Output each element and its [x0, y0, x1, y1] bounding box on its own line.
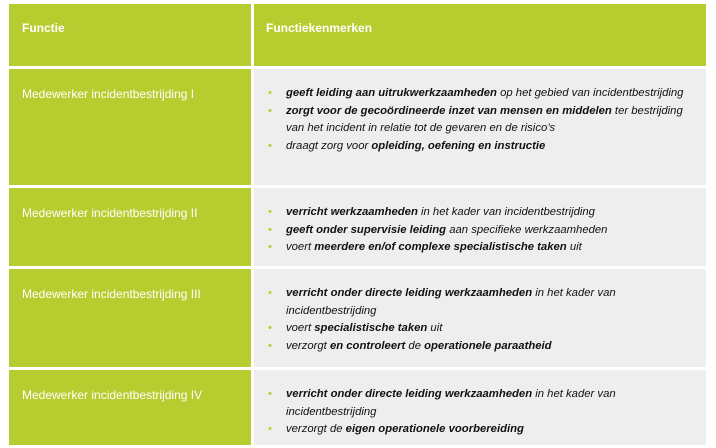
function-title: Medewerker incidentbestrijding II — [9, 188, 254, 266]
bullet-icon: • — [268, 287, 272, 299]
characteristic-item — [266, 85, 696, 103]
emphasis-text: meerdere en/of complexe specialistische taken — [314, 241, 567, 253]
characteristic-item — [266, 338, 696, 356]
table-row — [9, 69, 706, 188]
bullet-icon: • — [268, 322, 272, 334]
characteristic-item — [266, 103, 696, 138]
bullet-icon: • — [268, 206, 272, 218]
item-text: ter bestrijding van het incident in relatie tot de gevaren en de risico’s — [286, 104, 683, 134]
header-functiekenmerken: Functiekenmerken — [254, 4, 706, 66]
bullet-icon: • — [268, 87, 272, 99]
emphasis-text: en controleert — [329, 339, 406, 352]
characteristic-item — [266, 285, 696, 320]
function-title: Medewerker incidentbestrijding IV — [9, 370, 254, 445]
characteristic-item — [266, 386, 696, 421]
emphasis-text: geeft leiding aan uitrukwerkzaamheden — [286, 87, 497, 99]
function-title: Medewerker incidentbestrijding I — [9, 69, 254, 185]
function-characteristics — [254, 269, 706, 367]
header-functie: Functie — [9, 4, 254, 66]
bullet-icon: • — [268, 139, 272, 152]
item-text: in het kader van incidentbestrijding — [417, 206, 595, 218]
emphasis-text: verricht onder directe leiding werkzaamheden — [286, 287, 533, 299]
emphasis-text: specialistische taken — [314, 322, 428, 334]
characteristics-list — [266, 85, 696, 155]
item-text: in het kader van incidentbestrijding — [286, 287, 616, 317]
item-text: uit — [566, 241, 582, 253]
item-text: verzorgt de — [286, 423, 346, 435]
table-row — [9, 188, 706, 269]
item-text: in het kader van incidentbestrijding — [286, 388, 616, 418]
function-characteristics — [254, 370, 706, 445]
characteristic-item — [266, 239, 696, 257]
emphasis-text: eigen operationele voorbereiding — [345, 423, 524, 435]
characteristic-item — [266, 421, 696, 439]
characteristic-item — [266, 320, 696, 338]
function-characteristics — [254, 188, 706, 266]
emphasis-text: zorgt voor de gecoördineerde inzet van mensen en middelen — [286, 104, 612, 117]
item-text: aan specifieke werkzaamheden — [446, 223, 608, 236]
bullet-icon: • — [268, 241, 272, 253]
characteristic-item — [266, 222, 696, 240]
item-text: uit — [427, 322, 443, 334]
table-header-row — [9, 4, 706, 69]
emphasis-text: verricht onder directe leiding werkzaamheden — [286, 388, 533, 400]
emphasis-text: geeft onder supervisie leiding — [286, 223, 447, 236]
function-title: Medewerker incidentbestrijding III — [9, 269, 254, 367]
emphasis-text: verricht werkzaamheden — [286, 206, 418, 218]
item-text: draagt zorg voor — [286, 139, 372, 152]
bullet-icon: • — [268, 223, 272, 236]
characteristics-list — [266, 285, 696, 355]
emphasis-text: opleiding, oefening en instructie — [371, 139, 546, 152]
bullet-icon: • — [268, 339, 272, 352]
function-characteristics — [254, 69, 706, 185]
table-row — [9, 269, 706, 370]
characteristics-list — [266, 204, 696, 257]
item-text: voert — [286, 322, 315, 334]
emphasis-text: operationele paraatheid — [424, 339, 552, 352]
characteristic-item — [266, 204, 696, 222]
item-text: voert — [286, 241, 315, 253]
bullet-icon: • — [268, 423, 272, 435]
characteristic-item — [266, 138, 696, 156]
table-row — [9, 370, 706, 448]
characteristics-list — [266, 386, 696, 439]
item-text: verzorgt — [286, 339, 330, 352]
item-text: op het gebied van incidentbestrijding — [496, 87, 684, 99]
item-text: de — [405, 339, 425, 352]
function-table — [9, 4, 706, 448]
bullet-icon: • — [268, 388, 272, 400]
bullet-icon: • — [268, 104, 272, 117]
